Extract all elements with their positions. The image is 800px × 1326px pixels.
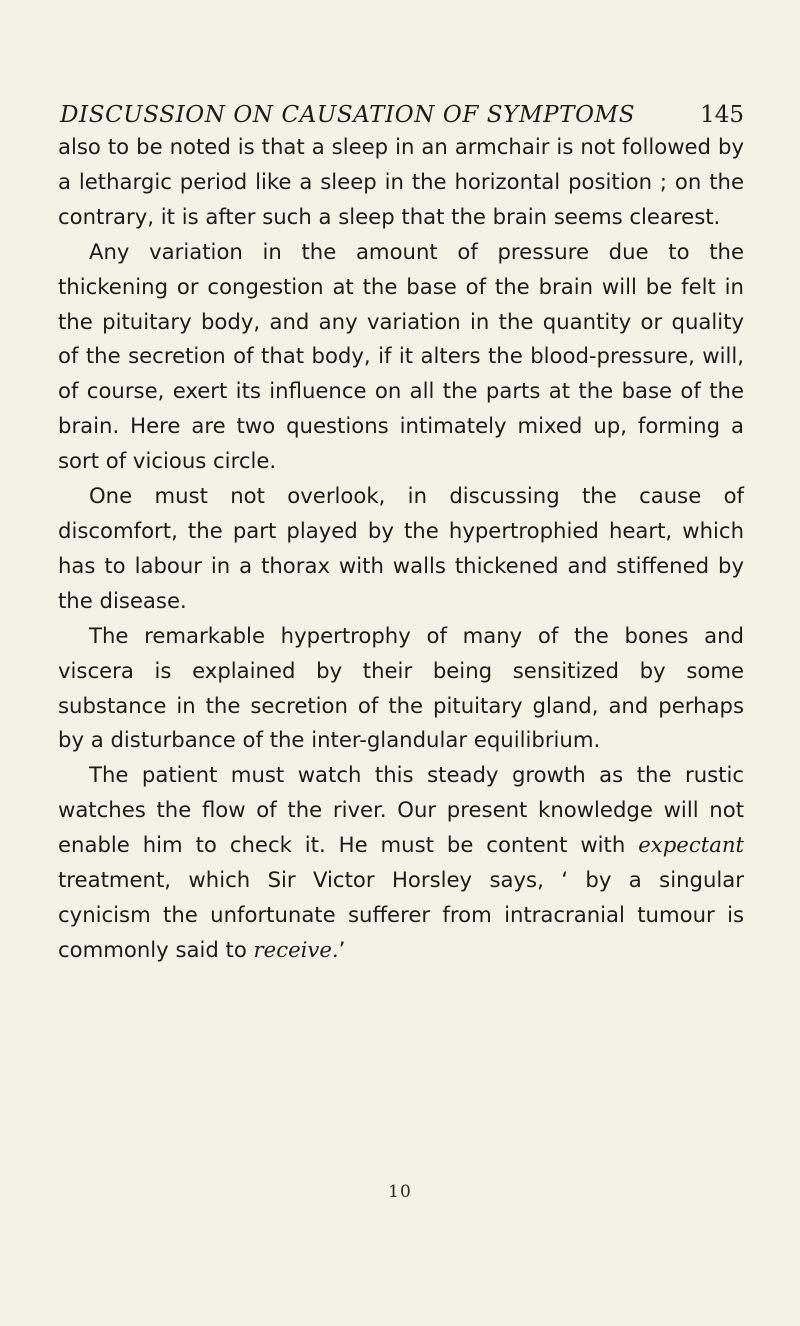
treatment-text-part3: ’	[338, 936, 346, 962]
paragraph-heart: One must not overlook, in discussing the cause of discomfort, the part played by the hypertrophied heart, which has to labour in a thorax with walls thickened and stiffened by the disease.	[58, 483, 744, 613]
running-head	[60, 95, 744, 135]
body-text	[58, 130, 744, 968]
treatment-text-part2: treatment, which Sir Victor Horsley says, ‘ by a singular cynicism the unfortunate sufferer from intracranial tumour is commonly said to	[58, 867, 744, 962]
treatment-text-part1: The patient must watch this steady growth as the rustic watches the flow of the river. Our present knowledge will not enable him to check it. He must be content with	[58, 762, 744, 858]
emphasis-receive: receive.	[253, 936, 339, 962]
paragraph-continued: also to be noted is that a sleep in an armchair is not followed by a lethargic period like a sleep in the horizontal position ; on the contrary, it is after such a sleep that the brain seems clearest.	[58, 134, 744, 229]
paragraph-pressure: Any variation in the amount of pressure due to the thickening or congestion at the base of the brain will be felt in the pituitary body, and any variation in the quantity or quality of the secretion of that body, if it alters the blood-pressure, will, of course, exert its influence on all the parts at the base of the brain. Here are two questions intimately mixed up, forming a sort of vicious circle.	[58, 238, 744, 474]
emphasis-expectant: expectant	[638, 832, 744, 858]
paragraph-hypertrophy: The remarkable hypertrophy of many of the bones and viscera is explained by their being sensitized by some substance in the secretion of the pituitary gland, and perhaps by a disturbance of the inter-glandular equilibrium.	[58, 622, 744, 753]
page-number: 145	[700, 102, 744, 128]
running-title: DISCUSSION ON CAUSATION OF SYMPTOMS	[60, 102, 636, 128]
paragraph-treatment	[58, 758, 744, 967]
signature-mark: 10	[388, 1182, 412, 1202]
